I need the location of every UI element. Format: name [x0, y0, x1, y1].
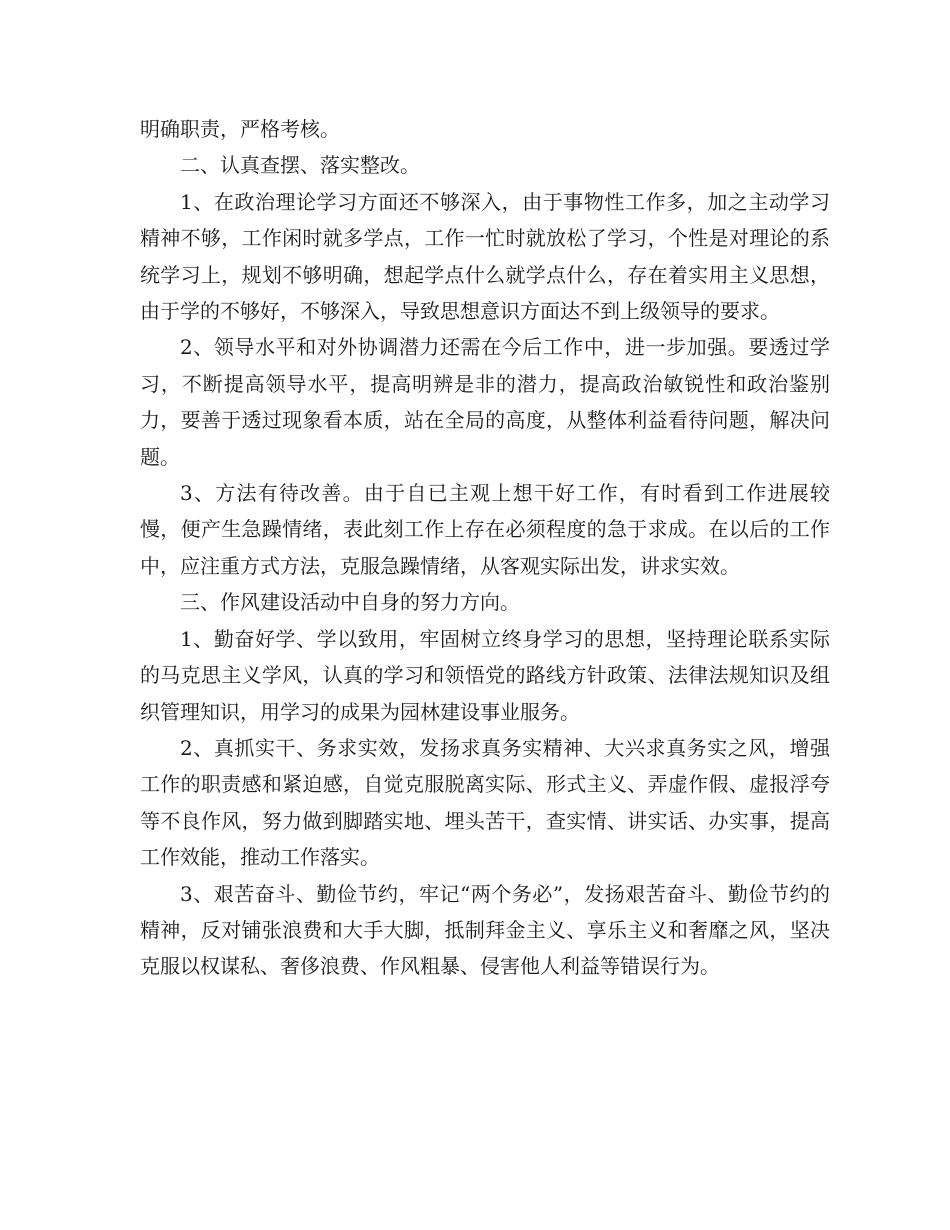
section-heading-direction: 三、作风建设活动中自身的努力方向。 [180, 590, 520, 615]
paragraph-practical-work: 2、真抓实干、务求实效，发扬求真务实精神、大兴求真务实之风，增强工作的职责感和紧迫感，自觉克服脱离实际、形式主义、弄虚作假、虚报浮夸等不良作风，努力做到脚踏实地、埋头苦干，查实情、讲实话、办实事，提高工作效能，推动工作落实。 [140, 735, 830, 870]
paragraph-frugality: 3、艰苦奋斗、勤俭节约，牢记“两个务必”，发扬艰苦奋斗、勤俭节约的精神，反对铺张浪费和大手大脚，抵制拜金主义、享乐主义和奢靡之风，坚决克服以权谋私、奢侈浪费、作风粗暴、侵害他人利益等错误行为。 [140, 881, 830, 979]
paragraph-diligent-study: 1、勤奋好学、学以致用，牢固树立终身学习的思想，坚持理论联系实际的马克思主义学风，认真的学习和领悟党的路线方针政策、法律法规知识及组织管理知识，用学习的成果为园林建设事业服务。 [140, 626, 830, 724]
paragraph-leadership: 2、领导水平和对外协调潜力还需在今后工作中，进一步加强。要透过学习，不断提高领导水平，提高明辨是非的潜力，提高政治敏锐性和政治鉴别力，要善于透过现象看本质，站在全局的高度，从整体利益看待问题，解决问题。 [140, 335, 830, 469]
paragraph-duties-assessment: 明确职责，严格考核。 [140, 117, 340, 141]
document-body [140, 111, 830, 985]
section-heading-rectification: 二、认真查摆、落实整改。 [180, 153, 420, 178]
paragraph-methods: 3、方法有待改善。由于自已主观上想干好工作，有时看到工作进展较慢，便产生急躁情绪，表此刻工作上存在必须程度的急于求成。在以后的工作中，应注重方式方法，克服急躁情绪，从客观实际出发，讲求实效。 [140, 481, 830, 578]
paragraph-theory-study: 1、在政治理论学习方面还不够深入，由于事物性工作多，加之主动学习精神不够，工作闲时就多学点，工作一忙时就放松了学习，个性是对理论的系统学习上，规划不够明确，想起学点什么就学点什么，存在着实用主义思想，由于学的不够好，不够深入，导致思想意识方面达不到上级领导的要求。 [140, 189, 830, 324]
